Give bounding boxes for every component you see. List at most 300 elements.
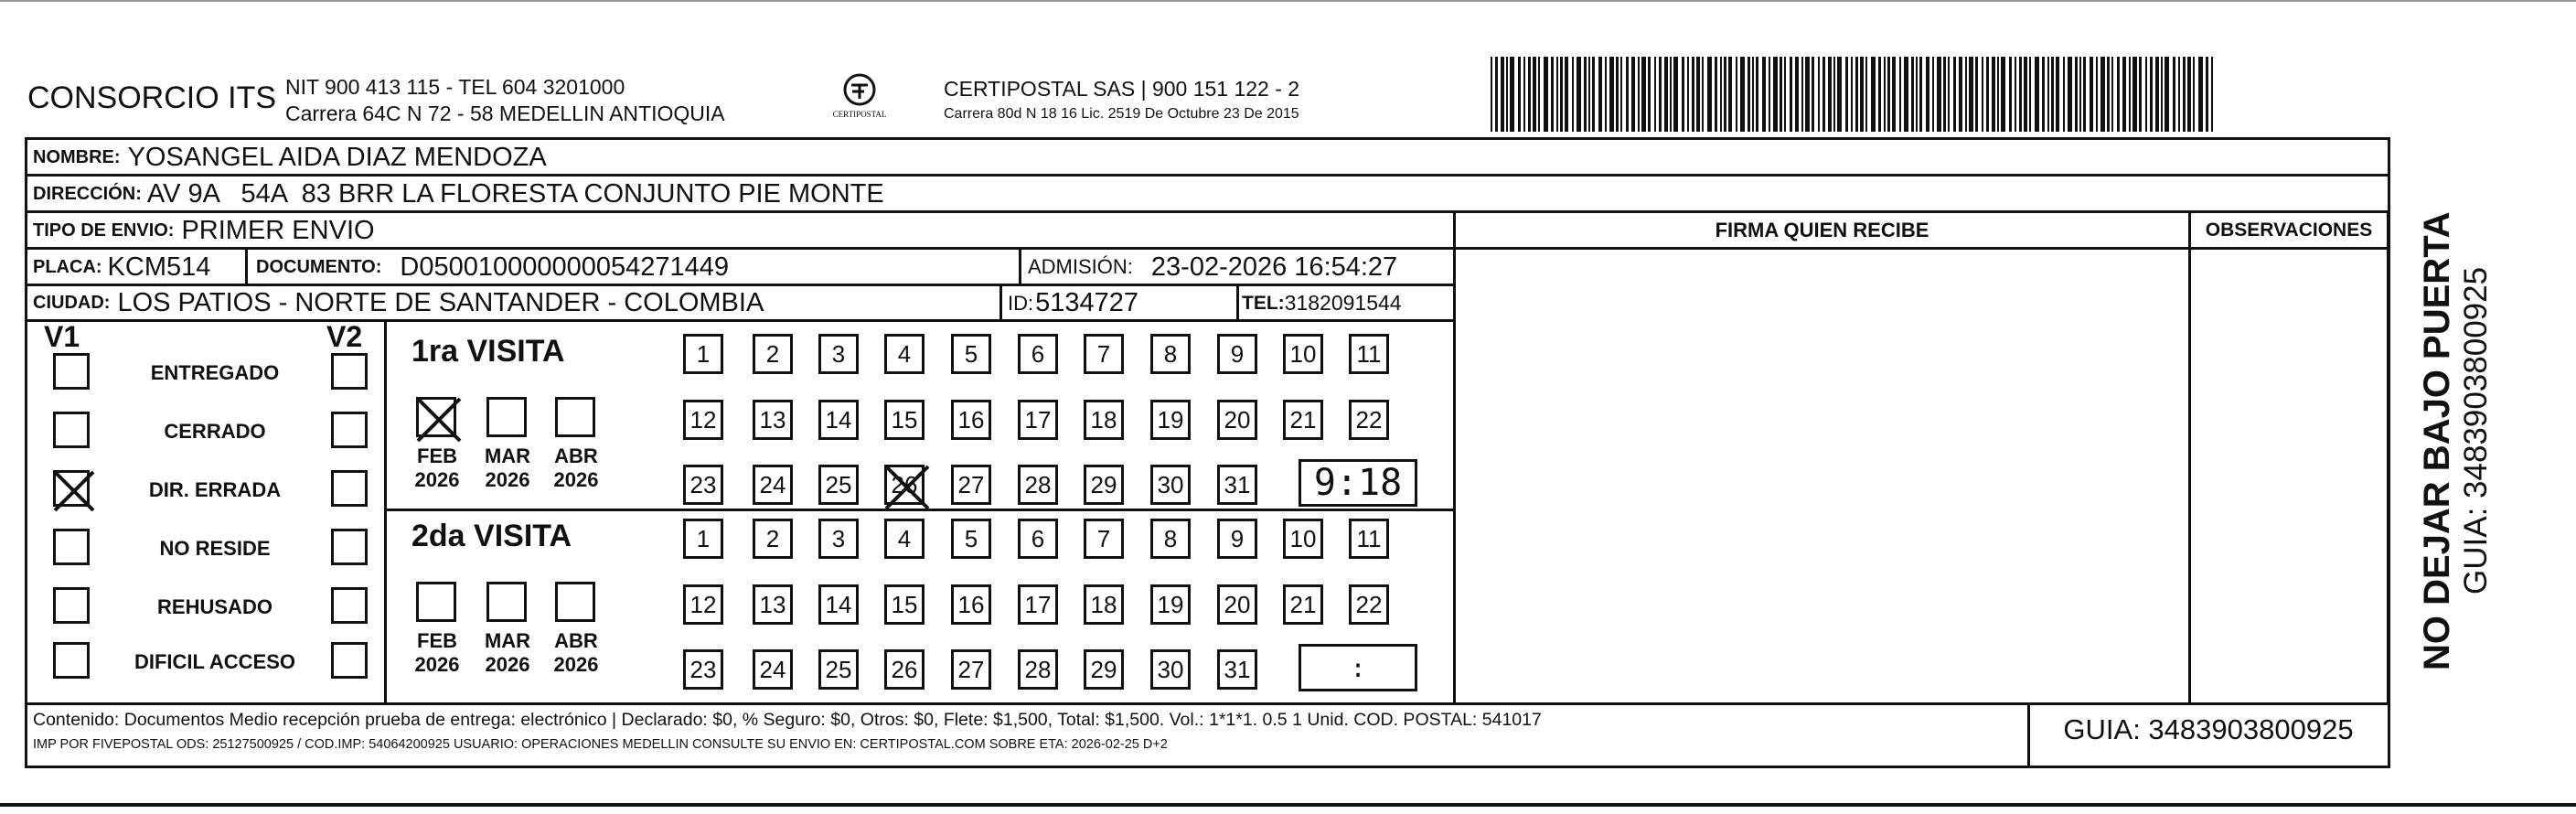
day-box[interactable] bbox=[1084, 649, 1124, 690]
barcode-bar bbox=[2051, 57, 2054, 132]
month-checkbox[interactable] bbox=[486, 397, 527, 437]
barcode-bar bbox=[1626, 57, 1629, 132]
barcode-bar bbox=[1707, 57, 1712, 132]
barcode-bar bbox=[1884, 57, 1886, 132]
barcode-bar bbox=[2150, 57, 2153, 132]
barcode-bar bbox=[1692, 57, 1694, 132]
barcode-bar bbox=[2090, 57, 2093, 132]
day-box[interactable] bbox=[1018, 334, 1058, 374]
barcode bbox=[1491, 57, 2215, 132]
month-checkbox[interactable] bbox=[416, 582, 456, 622]
company-nit: NIT 900 413 115 - TEL 604 3201000 bbox=[285, 75, 625, 99]
day-number: 20 bbox=[1224, 405, 1251, 434]
id-label: ID: bbox=[1008, 291, 1034, 315]
barcode-bar bbox=[1887, 57, 1890, 132]
barcode-bar bbox=[1523, 57, 1525, 132]
day-box[interactable] bbox=[1349, 519, 1389, 559]
v1-checkbox[interactable] bbox=[53, 529, 90, 565]
day-number: 3 bbox=[831, 339, 846, 368]
barcode-bar bbox=[1997, 57, 1999, 132]
documento-field bbox=[256, 250, 729, 284]
observaciones-header: OBSERVACIONES bbox=[2205, 220, 2373, 241]
barcode-bar bbox=[1975, 57, 1978, 132]
day-box[interactable] bbox=[1283, 334, 1323, 374]
day-box[interactable] bbox=[951, 519, 991, 559]
barcode-bar bbox=[1551, 57, 1554, 132]
v1-checkbox[interactable] bbox=[53, 587, 90, 624]
day-number: 4 bbox=[897, 339, 912, 368]
day-box[interactable] bbox=[753, 334, 793, 374]
month-label bbox=[476, 629, 540, 677]
status-label: DIR. ERRADA bbox=[148, 478, 282, 501]
placa-value: KCM514 bbox=[107, 252, 211, 282]
month-year: 2026 bbox=[485, 653, 530, 676]
x-mark-icon bbox=[415, 396, 463, 444]
day-number: 2 bbox=[765, 524, 780, 552]
barcode-bar bbox=[1828, 57, 1832, 132]
month-checkbox[interactable] bbox=[555, 397, 595, 437]
nombre-label: NOMBRE: bbox=[33, 146, 121, 167]
time-box[interactable] bbox=[1299, 644, 1417, 691]
day-number: 27 bbox=[957, 470, 985, 498]
time-value: : bbox=[1350, 652, 1366, 683]
day-box[interactable] bbox=[884, 584, 925, 625]
barcode-bar bbox=[2096, 57, 2098, 132]
day-number: 17 bbox=[1024, 590, 1052, 618]
barcode-bar bbox=[1720, 57, 1722, 132]
barcode-bar bbox=[2075, 57, 2078, 132]
day-box[interactable] bbox=[1084, 465, 1124, 505]
barcode-bar bbox=[1911, 57, 1914, 132]
day-box[interactable] bbox=[683, 465, 723, 505]
month-name: FEB bbox=[417, 444, 457, 467]
barcode-bar bbox=[1510, 57, 1514, 132]
barcode-bar bbox=[2198, 57, 2203, 132]
day-box[interactable] bbox=[1217, 334, 1257, 374]
barcode-bar bbox=[1654, 57, 1656, 132]
barcode-bar bbox=[2183, 57, 2186, 132]
v2-checkbox[interactable] bbox=[331, 470, 368, 507]
day-box[interactable] bbox=[1217, 519, 1257, 559]
barcode-bar bbox=[1748, 57, 1750, 132]
month-name: MAR bbox=[484, 444, 531, 467]
barcode-bar bbox=[1812, 57, 1814, 132]
day-box[interactable] bbox=[1018, 584, 1058, 625]
day-number: 10 bbox=[1289, 524, 1317, 552]
documento-value: D050010000000054271449 bbox=[400, 252, 730, 282]
day-number: 30 bbox=[1157, 470, 1184, 498]
v1-checkbox[interactable] bbox=[53, 470, 90, 507]
day-box[interactable] bbox=[753, 519, 793, 559]
day-box[interactable] bbox=[683, 519, 723, 559]
barcode-bar bbox=[1609, 57, 1614, 132]
barcode-bar bbox=[1506, 57, 1508, 132]
barcode-bar bbox=[1851, 57, 1853, 132]
v1-checkbox[interactable] bbox=[53, 642, 90, 679]
status-label: CERRADO bbox=[164, 420, 266, 443]
day-number: 15 bbox=[891, 590, 918, 618]
barcode-bar bbox=[1702, 57, 1704, 132]
barcode-bar bbox=[1795, 57, 1799, 132]
barcode-bar bbox=[2117, 57, 2120, 132]
day-number: 29 bbox=[1090, 655, 1117, 683]
barcode-bar bbox=[1904, 57, 1908, 132]
day-box[interactable] bbox=[753, 400, 793, 440]
barcode-bar bbox=[1528, 57, 1531, 132]
day-number: 18 bbox=[1090, 405, 1117, 434]
barcode-bar bbox=[2056, 57, 2059, 132]
company-name: CONSORCIO ITS bbox=[27, 80, 277, 115]
barcode-bar bbox=[1584, 57, 1587, 132]
month-checkbox[interactable] bbox=[416, 397, 456, 437]
day-box[interactable] bbox=[1018, 519, 1058, 559]
barcode-bar bbox=[2122, 57, 2126, 132]
barcode-bar bbox=[1805, 57, 1810, 132]
tipo-value: PRIMER ENVIO bbox=[181, 215, 375, 245]
barcode-bar bbox=[2100, 57, 2105, 132]
day-box[interactable] bbox=[951, 465, 991, 505]
carrier-logo bbox=[809, 71, 910, 128]
day-number: 9 bbox=[1230, 339, 1245, 368]
barcode-bar bbox=[1616, 57, 1619, 132]
day-box[interactable] bbox=[951, 649, 991, 690]
barcode-bar bbox=[2047, 57, 2049, 132]
barcode-bar bbox=[1538, 57, 1540, 132]
tel-label: TEL: bbox=[1242, 292, 1285, 314]
day-number: 12 bbox=[689, 405, 717, 434]
day-box[interactable] bbox=[1283, 519, 1323, 559]
day-number: 22 bbox=[1355, 590, 1383, 618]
day-number: 31 bbox=[1224, 655, 1251, 683]
day-number: 25 bbox=[825, 655, 852, 683]
side-guia: GUIA: 3483903800925 bbox=[2458, 266, 2494, 594]
day-box[interactable] bbox=[818, 649, 859, 690]
barcode-bar bbox=[2145, 57, 2147, 132]
barcode-bar bbox=[2155, 57, 2159, 132]
month-year: 2026 bbox=[414, 653, 460, 676]
admision-field bbox=[1028, 250, 1397, 284]
barcode-bar bbox=[1572, 57, 1574, 132]
barcode-bar bbox=[1948, 57, 1950, 132]
day-box[interactable] bbox=[1217, 649, 1257, 690]
day-number: 3 bbox=[831, 524, 846, 552]
v2-header: V2 bbox=[326, 320, 363, 353]
day-box[interactable] bbox=[951, 334, 991, 374]
barcode-bar bbox=[1899, 57, 1901, 132]
time-box[interactable] bbox=[1299, 459, 1417, 507]
footer-contenido: Contenido: Documentos Medio recepción prueba de entrega: electrónico | Declarado: $0, % Seguro: $0, Otros: $0, Flete: $1,500, Total: $1,500. Vol.: 1*1*1. 0.5 1 Unid. COD. POSTAL: 541017 bbox=[33, 710, 1542, 730]
day-number: 28 bbox=[1024, 470, 1052, 498]
barcode-bar bbox=[1736, 57, 1737, 132]
day-number: 23 bbox=[689, 655, 717, 683]
barcode-bar bbox=[1969, 57, 1973, 132]
barcode-bar bbox=[1495, 57, 1498, 132]
barcode-bar bbox=[1892, 57, 1896, 132]
day-box[interactable] bbox=[1018, 400, 1058, 440]
day-box[interactable] bbox=[1283, 584, 1323, 625]
month-label bbox=[405, 629, 469, 677]
day-box[interactable] bbox=[753, 649, 793, 690]
day-number: 28 bbox=[1024, 655, 1052, 683]
month-checkbox[interactable] bbox=[486, 582, 527, 622]
direccion-label: DIRECCIÓN: bbox=[33, 183, 142, 204]
barcode-bar bbox=[1871, 57, 1876, 132]
nombre-value: YOSANGEL AIDA DIAZ MENDOZA bbox=[127, 142, 547, 172]
barcode-bar bbox=[2024, 57, 2027, 132]
month-label bbox=[544, 629, 608, 677]
day-box[interactable] bbox=[683, 400, 723, 440]
day-box[interactable] bbox=[1283, 400, 1323, 440]
day-box[interactable] bbox=[1217, 465, 1257, 505]
day-box[interactable] bbox=[683, 584, 723, 625]
day-number: 17 bbox=[1024, 405, 1052, 434]
day-box[interactable] bbox=[1084, 519, 1124, 559]
barcode-bar bbox=[2206, 57, 2208, 132]
day-number: 24 bbox=[759, 655, 786, 683]
day-box[interactable] bbox=[884, 465, 925, 505]
barcode-bar bbox=[1926, 57, 1929, 132]
barcode-bar bbox=[2009, 57, 2012, 132]
v2-checkbox[interactable] bbox=[331, 412, 368, 448]
logo-text: CERTIPOSTAL bbox=[832, 110, 887, 119]
documento-label: DOCUMENTO: bbox=[256, 256, 382, 277]
admision-value: 23-02-2026 16:54:27 bbox=[1150, 252, 1398, 282]
barcode-bar bbox=[2164, 57, 2169, 132]
v2-checkbox[interactable] bbox=[331, 529, 368, 565]
day-box[interactable] bbox=[1150, 465, 1191, 505]
barcode-bar bbox=[1822, 57, 1825, 132]
barcode-bar bbox=[1865, 57, 1867, 132]
v2-checkbox[interactable] bbox=[331, 587, 368, 624]
barcode-bar bbox=[1565, 57, 1568, 132]
day-number: 27 bbox=[957, 655, 985, 683]
day-box[interactable] bbox=[818, 584, 859, 625]
day-number: 8 bbox=[1163, 339, 1178, 368]
day-box[interactable] bbox=[1349, 584, 1389, 625]
day-box[interactable] bbox=[951, 584, 991, 625]
barcode-bar bbox=[1740, 57, 1745, 132]
barcode-bar bbox=[1790, 57, 1792, 132]
day-box[interactable] bbox=[1349, 334, 1389, 374]
barcode-bar bbox=[1916, 57, 1918, 132]
barcode-bar bbox=[2079, 57, 2081, 132]
day-box[interactable] bbox=[818, 400, 859, 440]
barcode-bar bbox=[1670, 57, 1672, 132]
id-value: 5134727 bbox=[1035, 288, 1139, 317]
tel-value: 3182091544 bbox=[1284, 291, 1402, 315]
barcode-bar bbox=[1986, 57, 1989, 132]
v2-checkbox[interactable] bbox=[331, 353, 368, 390]
day-number: 19 bbox=[1157, 405, 1184, 434]
day-number: 14 bbox=[825, 590, 852, 618]
time-value: 9:18 bbox=[1313, 462, 1403, 504]
day-box[interactable] bbox=[1084, 584, 1124, 625]
day-box[interactable] bbox=[884, 334, 925, 374]
status-label: REHUSADO bbox=[157, 595, 273, 618]
barcode-bar bbox=[2211, 57, 2213, 132]
placa-label: PLACA: bbox=[33, 256, 102, 277]
day-box[interactable] bbox=[753, 465, 793, 505]
firma-header: FIRMA QUIEN RECIBE bbox=[1715, 219, 1929, 241]
barcode-bar bbox=[1577, 57, 1581, 132]
barcode-bar bbox=[2173, 57, 2175, 132]
day-box[interactable] bbox=[1084, 400, 1124, 440]
day-number: 15 bbox=[891, 405, 918, 434]
barcode-bar bbox=[1756, 57, 1758, 132]
barcode-bar bbox=[1860, 57, 1864, 132]
footer-guia: GUIA: 3483903800925 bbox=[2063, 713, 2354, 745]
barcode-bar bbox=[1833, 57, 1835, 132]
barcode-bar bbox=[1518, 57, 1521, 132]
day-number: 20 bbox=[1224, 590, 1251, 618]
day-number: 21 bbox=[1289, 405, 1317, 434]
barcode-bar bbox=[2001, 57, 2005, 132]
day-box[interactable] bbox=[1150, 400, 1191, 440]
barcode-bar bbox=[2068, 57, 2072, 132]
month-checkbox[interactable] bbox=[555, 582, 595, 622]
month-year: 2026 bbox=[485, 468, 530, 491]
day-box[interactable] bbox=[1084, 334, 1124, 374]
day-number: 7 bbox=[1096, 524, 1111, 552]
barcode-bar bbox=[2111, 57, 2113, 132]
month-name: MAR bbox=[484, 629, 531, 652]
day-box[interactable] bbox=[753, 584, 793, 625]
carrier-name: CERTIPOSTAL SAS | 900 151 122 - 2 bbox=[944, 77, 1300, 101]
day-box[interactable] bbox=[1018, 649, 1058, 690]
barcode-bar bbox=[1992, 57, 1995, 132]
day-number: 5 bbox=[964, 339, 978, 368]
day-number: 23 bbox=[689, 470, 717, 498]
barcode-bar bbox=[1728, 57, 1732, 132]
day-box[interactable] bbox=[1217, 584, 1257, 625]
tipo-label: TIPO DE ENVIO: bbox=[33, 220, 175, 241]
day-box[interactable] bbox=[818, 519, 859, 559]
barcode-bar bbox=[1560, 57, 1563, 132]
ciudad-value: LOS PATIOS - NORTE DE SANTANDER - COLOMBIA bbox=[117, 288, 764, 317]
barcode-bar bbox=[1682, 57, 1684, 132]
barcode-bar bbox=[1544, 57, 1548, 132]
barcode-bar bbox=[2161, 57, 2163, 132]
barcode-bar bbox=[1491, 57, 1492, 132]
barcode-bar bbox=[2015, 57, 2016, 132]
barcode-bar bbox=[1752, 57, 1754, 132]
visit-title: 2da VISITA bbox=[412, 519, 572, 553]
barcode-bar bbox=[1696, 57, 1700, 132]
month-label bbox=[544, 444, 608, 492]
x-mark-icon bbox=[52, 469, 96, 513]
day-number: 26 bbox=[891, 655, 918, 683]
barcode-bar bbox=[2132, 57, 2137, 132]
day-number: 6 bbox=[1031, 339, 1045, 368]
barcode-bar bbox=[1598, 57, 1602, 132]
barcode-bar bbox=[2139, 57, 2142, 132]
barcode-bar bbox=[1664, 57, 1668, 132]
top-edge bbox=[0, 0, 2576, 2]
day-number: 4 bbox=[897, 524, 912, 552]
day-box[interactable] bbox=[1150, 334, 1191, 374]
day-number: 13 bbox=[759, 405, 786, 434]
day-number: 13 bbox=[759, 590, 786, 618]
day-box[interactable] bbox=[884, 649, 925, 690]
nombre-field bbox=[33, 140, 547, 175]
admision-label: ADMISIÓN: bbox=[1028, 255, 1133, 278]
day-box[interactable] bbox=[818, 334, 859, 374]
v1-checkbox[interactable] bbox=[53, 412, 90, 448]
ciudad-field bbox=[33, 286, 764, 320]
barcode-bar bbox=[1556, 57, 1558, 132]
barcode-bar bbox=[2063, 57, 2065, 132]
barcode-bar bbox=[1724, 57, 1726, 132]
day-box[interactable] bbox=[818, 465, 859, 505]
day-number: 18 bbox=[1090, 590, 1117, 618]
barcode-bar bbox=[1533, 57, 1536, 132]
day-number: 2 bbox=[765, 339, 780, 368]
month-year: 2026 bbox=[553, 468, 599, 491]
status-label: ENTREGADO bbox=[150, 361, 280, 384]
day-number: 8 bbox=[1163, 524, 1178, 552]
barcode-bar bbox=[1784, 57, 1786, 132]
day-number: 11 bbox=[1356, 524, 1382, 552]
day-number: 6 bbox=[1031, 524, 1045, 552]
day-number: 22 bbox=[1355, 405, 1383, 434]
day-box[interactable] bbox=[683, 649, 723, 690]
day-box[interactable] bbox=[1349, 400, 1389, 440]
month-year: 2026 bbox=[414, 468, 460, 491]
day-box[interactable] bbox=[1018, 465, 1058, 505]
day-box[interactable] bbox=[951, 400, 991, 440]
month-name: ABR bbox=[554, 629, 598, 652]
day-box[interactable] bbox=[884, 519, 925, 559]
day-box[interactable] bbox=[683, 334, 723, 374]
day-number: 14 bbox=[825, 405, 852, 434]
barcode-bar bbox=[1773, 57, 1778, 132]
day-box[interactable] bbox=[1217, 400, 1257, 440]
barcode-bar bbox=[2035, 57, 2039, 132]
day-box[interactable] bbox=[1150, 519, 1191, 559]
barcode-bar bbox=[1818, 57, 1820, 132]
barcode-bar bbox=[1959, 57, 1962, 132]
day-box[interactable] bbox=[1150, 649, 1191, 690]
day-number: 7 bbox=[1096, 339, 1111, 368]
status-label: NO RESIDE bbox=[159, 537, 271, 560]
day-box[interactable] bbox=[884, 400, 925, 440]
month-year: 2026 bbox=[553, 653, 599, 676]
barcode-bar bbox=[2193, 57, 2195, 132]
company-address: Carrera 64C N 72 - 58 MEDELLIN ANTIOQUIA bbox=[285, 102, 725, 125]
barcode-bar bbox=[1982, 57, 1983, 132]
day-box[interactable] bbox=[1150, 584, 1191, 625]
barcode-bar bbox=[1762, 57, 1766, 132]
barcode-bar bbox=[2083, 57, 2086, 132]
day-number: 30 bbox=[1157, 655, 1184, 683]
day-number: 16 bbox=[957, 405, 985, 434]
id-field bbox=[1008, 286, 1138, 320]
barcode-bar bbox=[1659, 57, 1662, 132]
v1-checkbox[interactable] bbox=[53, 353, 90, 390]
month-name: ABR bbox=[554, 444, 598, 467]
barcode-bar bbox=[2029, 57, 2031, 132]
month-label bbox=[405, 444, 469, 492]
barcode-bar bbox=[1648, 57, 1651, 132]
day-number: 11 bbox=[1356, 339, 1382, 368]
ciudad-label: CIUDAD: bbox=[33, 293, 111, 313]
placa-field bbox=[33, 250, 210, 284]
month-label bbox=[476, 444, 540, 492]
tipo-field bbox=[33, 213, 375, 248]
v2-checkbox[interactable] bbox=[331, 642, 368, 679]
barcode-bar bbox=[2129, 57, 2131, 132]
barcode-bar bbox=[1641, 57, 1646, 132]
